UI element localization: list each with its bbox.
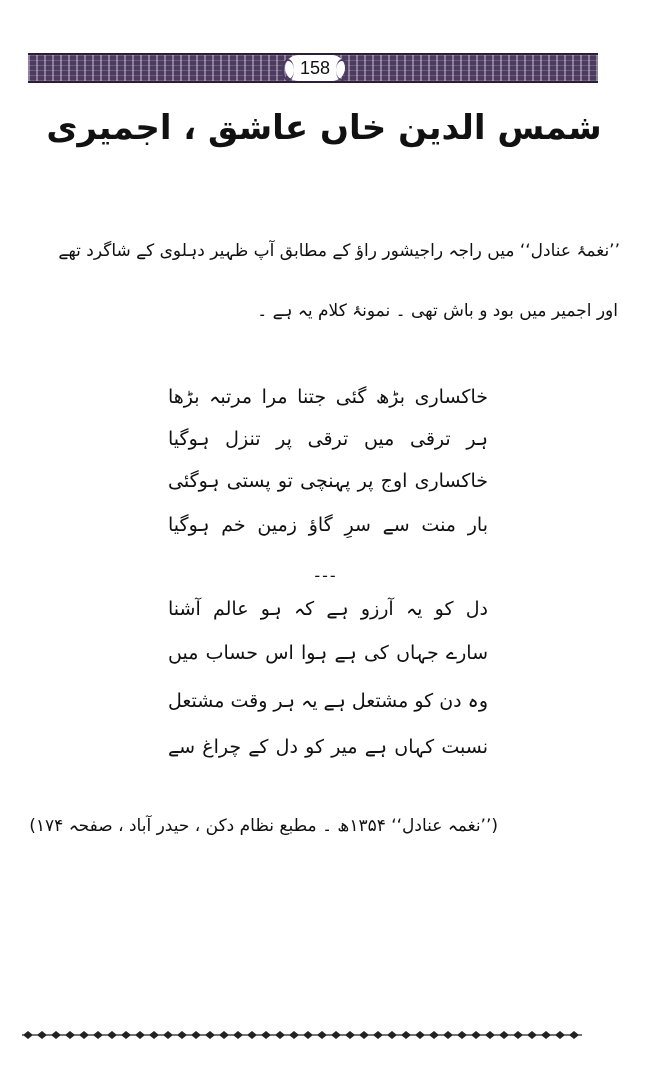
diamond-ornament bbox=[527, 1031, 537, 1039]
diamond-ornament bbox=[513, 1031, 523, 1039]
diamond-ornament bbox=[499, 1031, 509, 1039]
diamond-ornament bbox=[65, 1031, 75, 1039]
diamond-ornament bbox=[177, 1031, 187, 1039]
source-citation: (’’نغمہ عنادل‘‘ ۱۳۵۴ھ ۔ مطبع نظام دکن ، حیدر آباد ، صفحہ ۱۷۴) bbox=[29, 816, 498, 836]
footer-ornament bbox=[22, 1029, 582, 1041]
poet-title: شمس الدین خاں عاشق ، اجمیری bbox=[46, 108, 602, 148]
diamond-ornament bbox=[37, 1031, 47, 1039]
diamond-ornament bbox=[331, 1031, 341, 1039]
diamond-ornament bbox=[359, 1031, 369, 1039]
diamond-ornament bbox=[387, 1031, 397, 1039]
diamond-ornament bbox=[93, 1031, 103, 1039]
verse-line: ہر ترقی میں ترقی پر تنزل ہوگیا bbox=[168, 428, 488, 450]
diamond-ornament bbox=[415, 1031, 425, 1039]
diamond-ornament bbox=[429, 1031, 439, 1039]
diamond-ornament bbox=[443, 1031, 453, 1039]
verse-line: خاکساری بڑھ گئی جتنا مرا مرتبہ بڑھا bbox=[168, 386, 488, 408]
diamond-ornament bbox=[345, 1031, 355, 1039]
diamond-ornament bbox=[135, 1031, 145, 1039]
intro-line-1: ’’نغمۂ عنادل‘‘ میں راجہ راجیشور راؤ کے مطابق آپ ظہیر دہلوی کے شاگرد تھے bbox=[58, 241, 620, 261]
diamond-ornament bbox=[275, 1031, 285, 1039]
diamond-ornament bbox=[191, 1031, 201, 1039]
page-number: 158 bbox=[285, 55, 345, 81]
diamond-ornament bbox=[317, 1031, 327, 1039]
diamond-ornament bbox=[107, 1031, 117, 1039]
verse-line: نسبت کہاں ہے میر کو دل کے چراغ سے bbox=[168, 736, 488, 758]
diamond-ornament bbox=[555, 1031, 565, 1039]
verse-line: سارے جہاں کی ہے ہوا اس حساب میں bbox=[168, 642, 488, 664]
diamond-ornament bbox=[51, 1031, 61, 1039]
diamond-ornament bbox=[149, 1031, 159, 1039]
diamond-ornament bbox=[569, 1031, 579, 1039]
diamond-ornament bbox=[261, 1031, 271, 1039]
intro-line-2: اور اجمیر میں بود و باش تھی ۔ نمونۂ کلام یہ ہے ۔ bbox=[257, 301, 618, 321]
diamond-ornament bbox=[471, 1031, 481, 1039]
diamond-ornament bbox=[289, 1031, 299, 1039]
diamond-ornament bbox=[23, 1031, 33, 1039]
diamond-ornament bbox=[303, 1031, 313, 1039]
diamond-ornament bbox=[205, 1031, 215, 1039]
diamond-ornament bbox=[121, 1031, 131, 1039]
verse-line: وہ دن کو مشتعل ہے یہ ہر وقت مشتعل bbox=[168, 690, 488, 712]
diamond-ornament bbox=[79, 1031, 89, 1039]
diamond-ornament bbox=[163, 1031, 173, 1039]
stanza-divider: --- bbox=[314, 566, 338, 585]
diamond-ornament bbox=[373, 1031, 383, 1039]
diamond-ornament bbox=[247, 1031, 257, 1039]
diamond-ornament bbox=[219, 1031, 229, 1039]
verse-line: خاکساری اوج پر پہنچی تو پستی ہوگئی bbox=[168, 470, 488, 492]
verse-line: دل کو یہ آرزو ہے کہ ہو عالم آشنا bbox=[168, 598, 488, 620]
diamond-ornament bbox=[457, 1031, 467, 1039]
diamond-ornament bbox=[541, 1031, 551, 1039]
diamond-ornament bbox=[485, 1031, 495, 1039]
diamond-ornament bbox=[401, 1031, 411, 1039]
diamond-ornament bbox=[233, 1031, 243, 1039]
verse-line: بار منت سے سرِ گاؤ زمین خم ہوگیا bbox=[168, 514, 488, 536]
